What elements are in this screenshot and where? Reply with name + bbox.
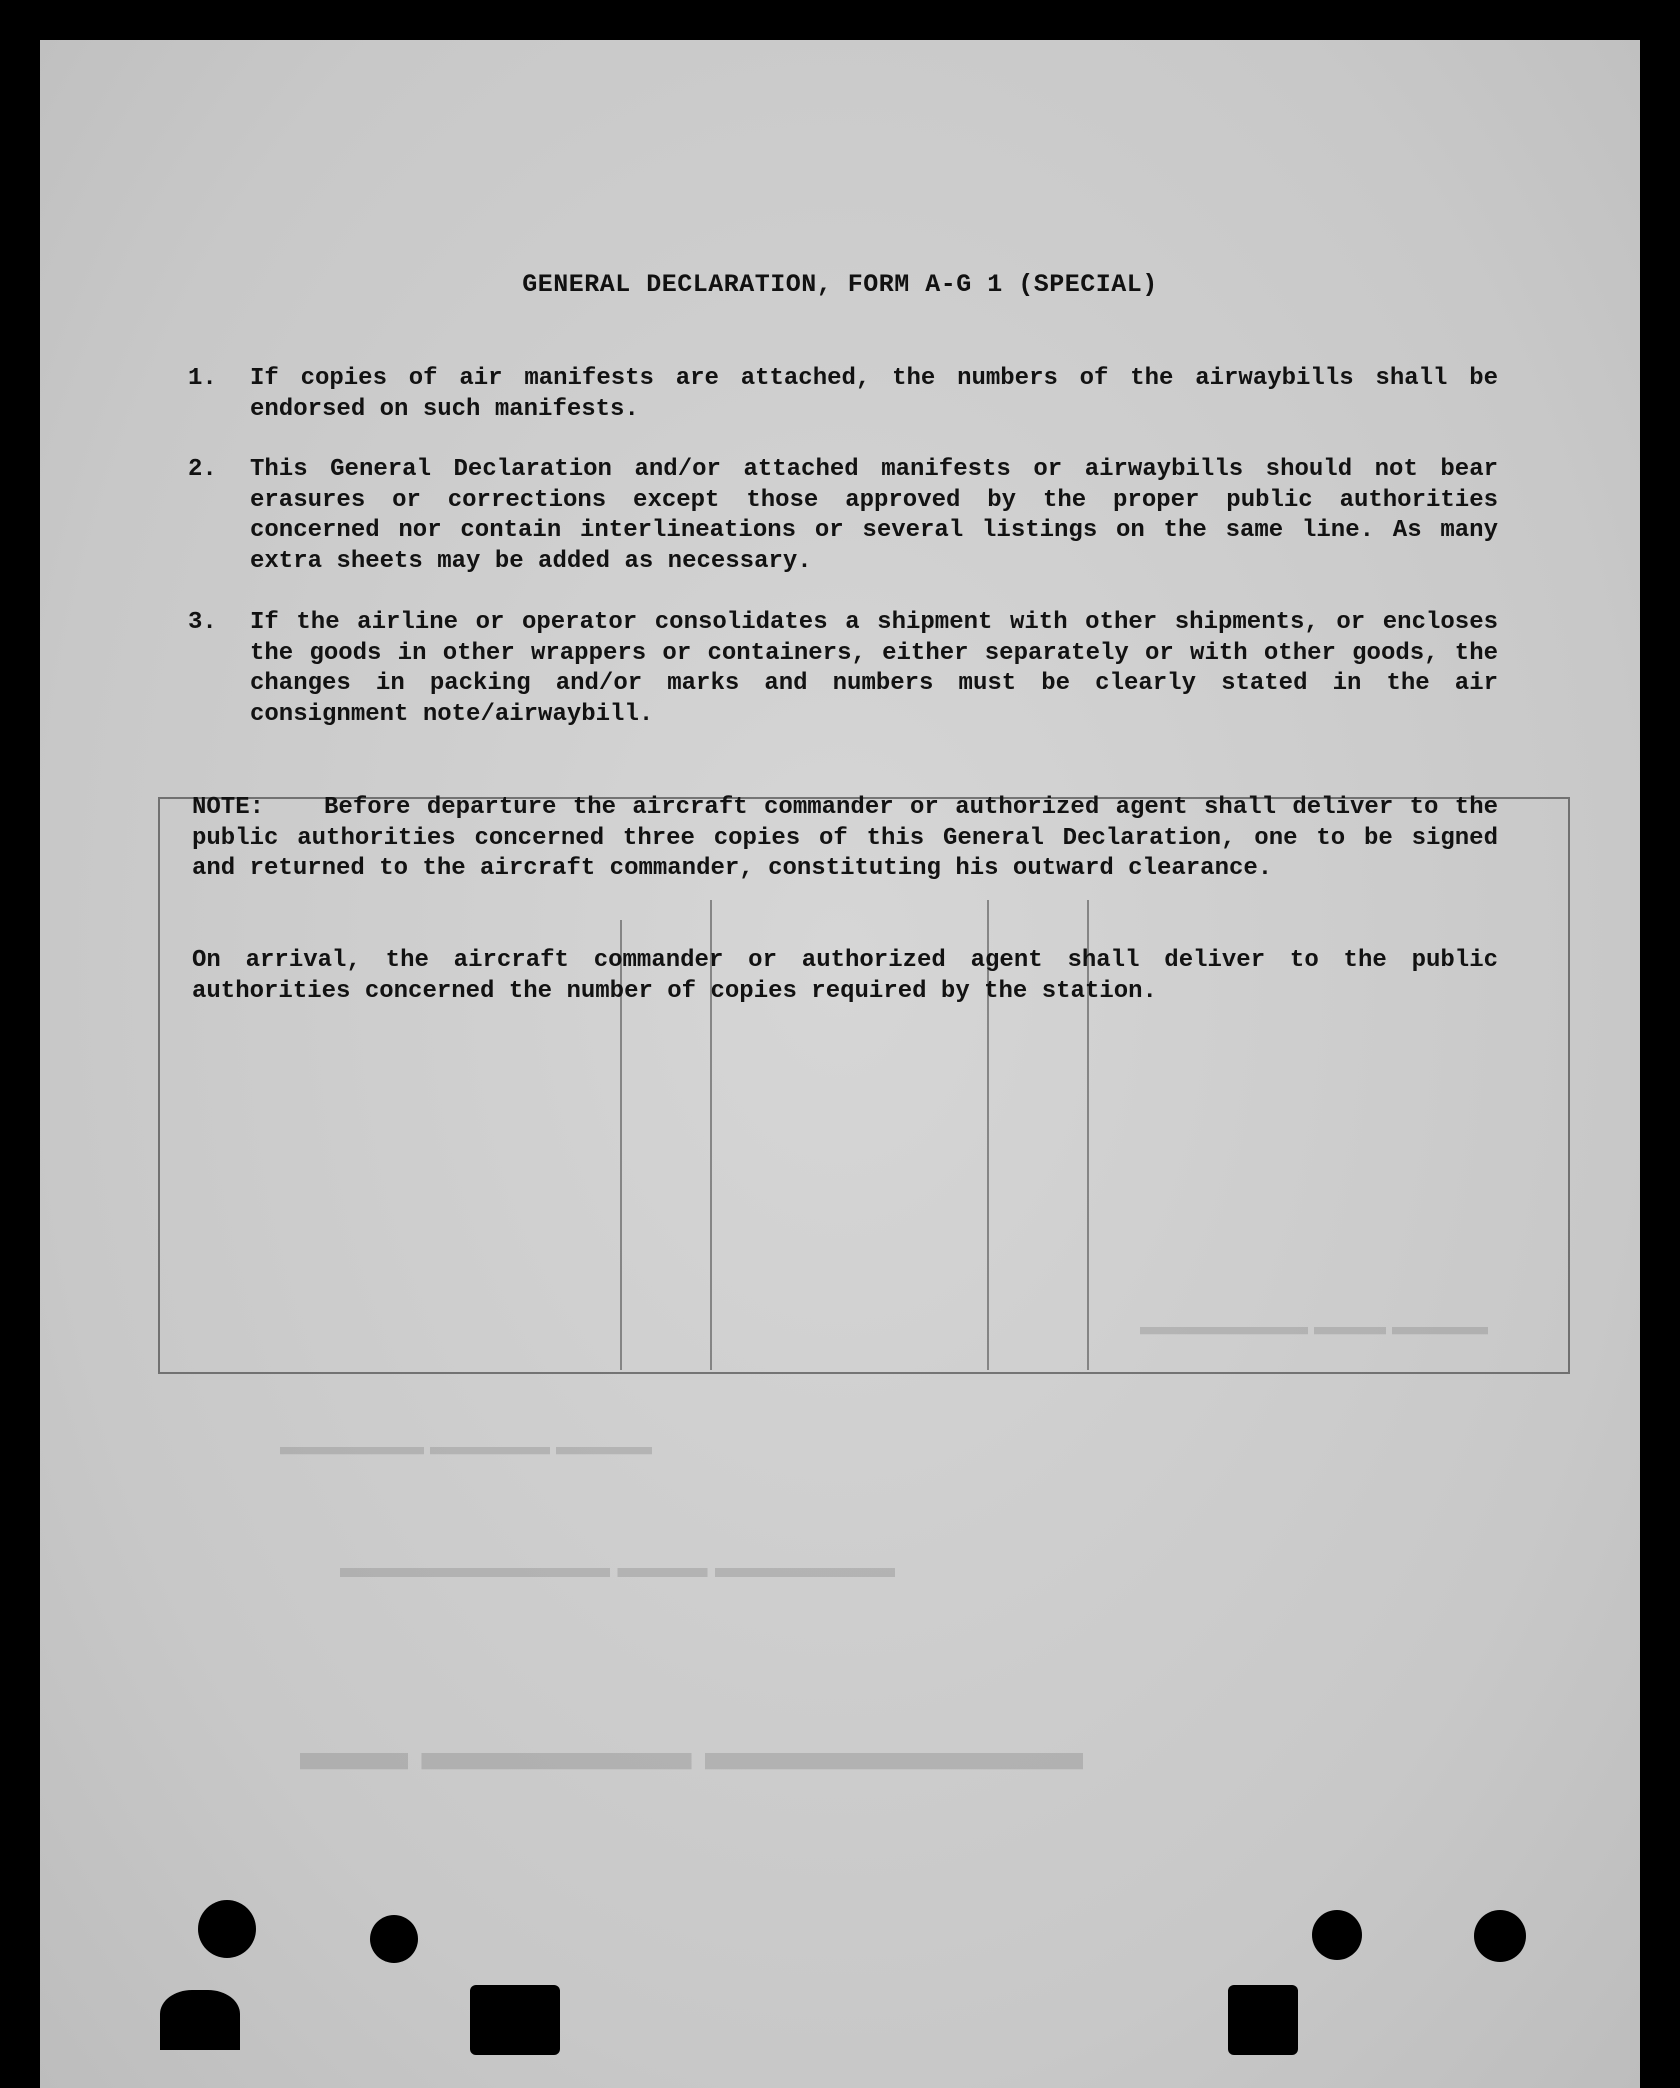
- binding-damage: [160, 1990, 240, 2050]
- note-label: NOTE:: [192, 794, 265, 821]
- bleed-through-text: ▬▬▬▬▬▬ ▬▬▬▬▬ ▬▬▬▬: [280, 1441, 652, 1467]
- punch-hole: [370, 1915, 418, 1963]
- instruction-text: If the airline or operator consolidates a shipment with other shipments, or encloses the goods in other wrappers or containers, either separately or with other goods, the changes in packing and/or marks and numbers must be clearly stated in the air consignment note/airwaybill.: [250, 609, 1498, 728]
- binding-damage: [1228, 1985, 1298, 2055]
- note-arrival-text: On arrival, the aircraft commander or authorized agent shall deliver to the public authorities concerned the number of copies required by the station.: [192, 947, 1498, 1005]
- page-title: GENERAL DECLARATION, FORM A-G 1 (SPECIAL): [522, 270, 1158, 299]
- instruction-number: 2.: [188, 456, 217, 483]
- instruction-number: 1.: [188, 365, 217, 392]
- binding-damage: [470, 1985, 560, 2055]
- punch-hole: [1312, 1910, 1362, 1960]
- punch-hole: [1474, 1910, 1526, 1962]
- instruction-text: This General Declaration and/or attached manifests or airwaybills should not bear erasures or corrections except those approved by the proper public authorities concerned nor contain interlineations or several listings on the same line. As many extra sheets may be added as necessary.: [250, 456, 1498, 575]
- instruction-text: If copies of air manifests are attached, the numbers of the airwaybills shall be endorsed on such manifests.: [250, 365, 1498, 423]
- bleed-through-text: ▬▬ ▬▬▬▬▬ ▬▬▬▬▬▬▬: [300, 1741, 1083, 1801]
- note-arrival: [192, 946, 1498, 1007]
- note-departure-text: Before departure the aircraft commander or authorized agent shall deliver to the public authorities concerned three copies of this General Declaration, one to be signed and returned to the aircraft commander, constituting his outward clearance.: [192, 794, 1498, 882]
- punch-hole: [198, 1900, 256, 1958]
- document-page: [40, 40, 1640, 2088]
- instruction-number: 3.: [188, 609, 217, 636]
- bleed-through-text: ▬▬▬▬▬▬▬ ▬▬▬ ▬▬▬▬: [1140, 1321, 1488, 1347]
- bleed-through-text: ▬▬▬▬▬▬▬▬▬ ▬▬▬ ▬▬▬▬▬▬: [340, 1561, 895, 1594]
- note-departure: [192, 793, 1498, 885]
